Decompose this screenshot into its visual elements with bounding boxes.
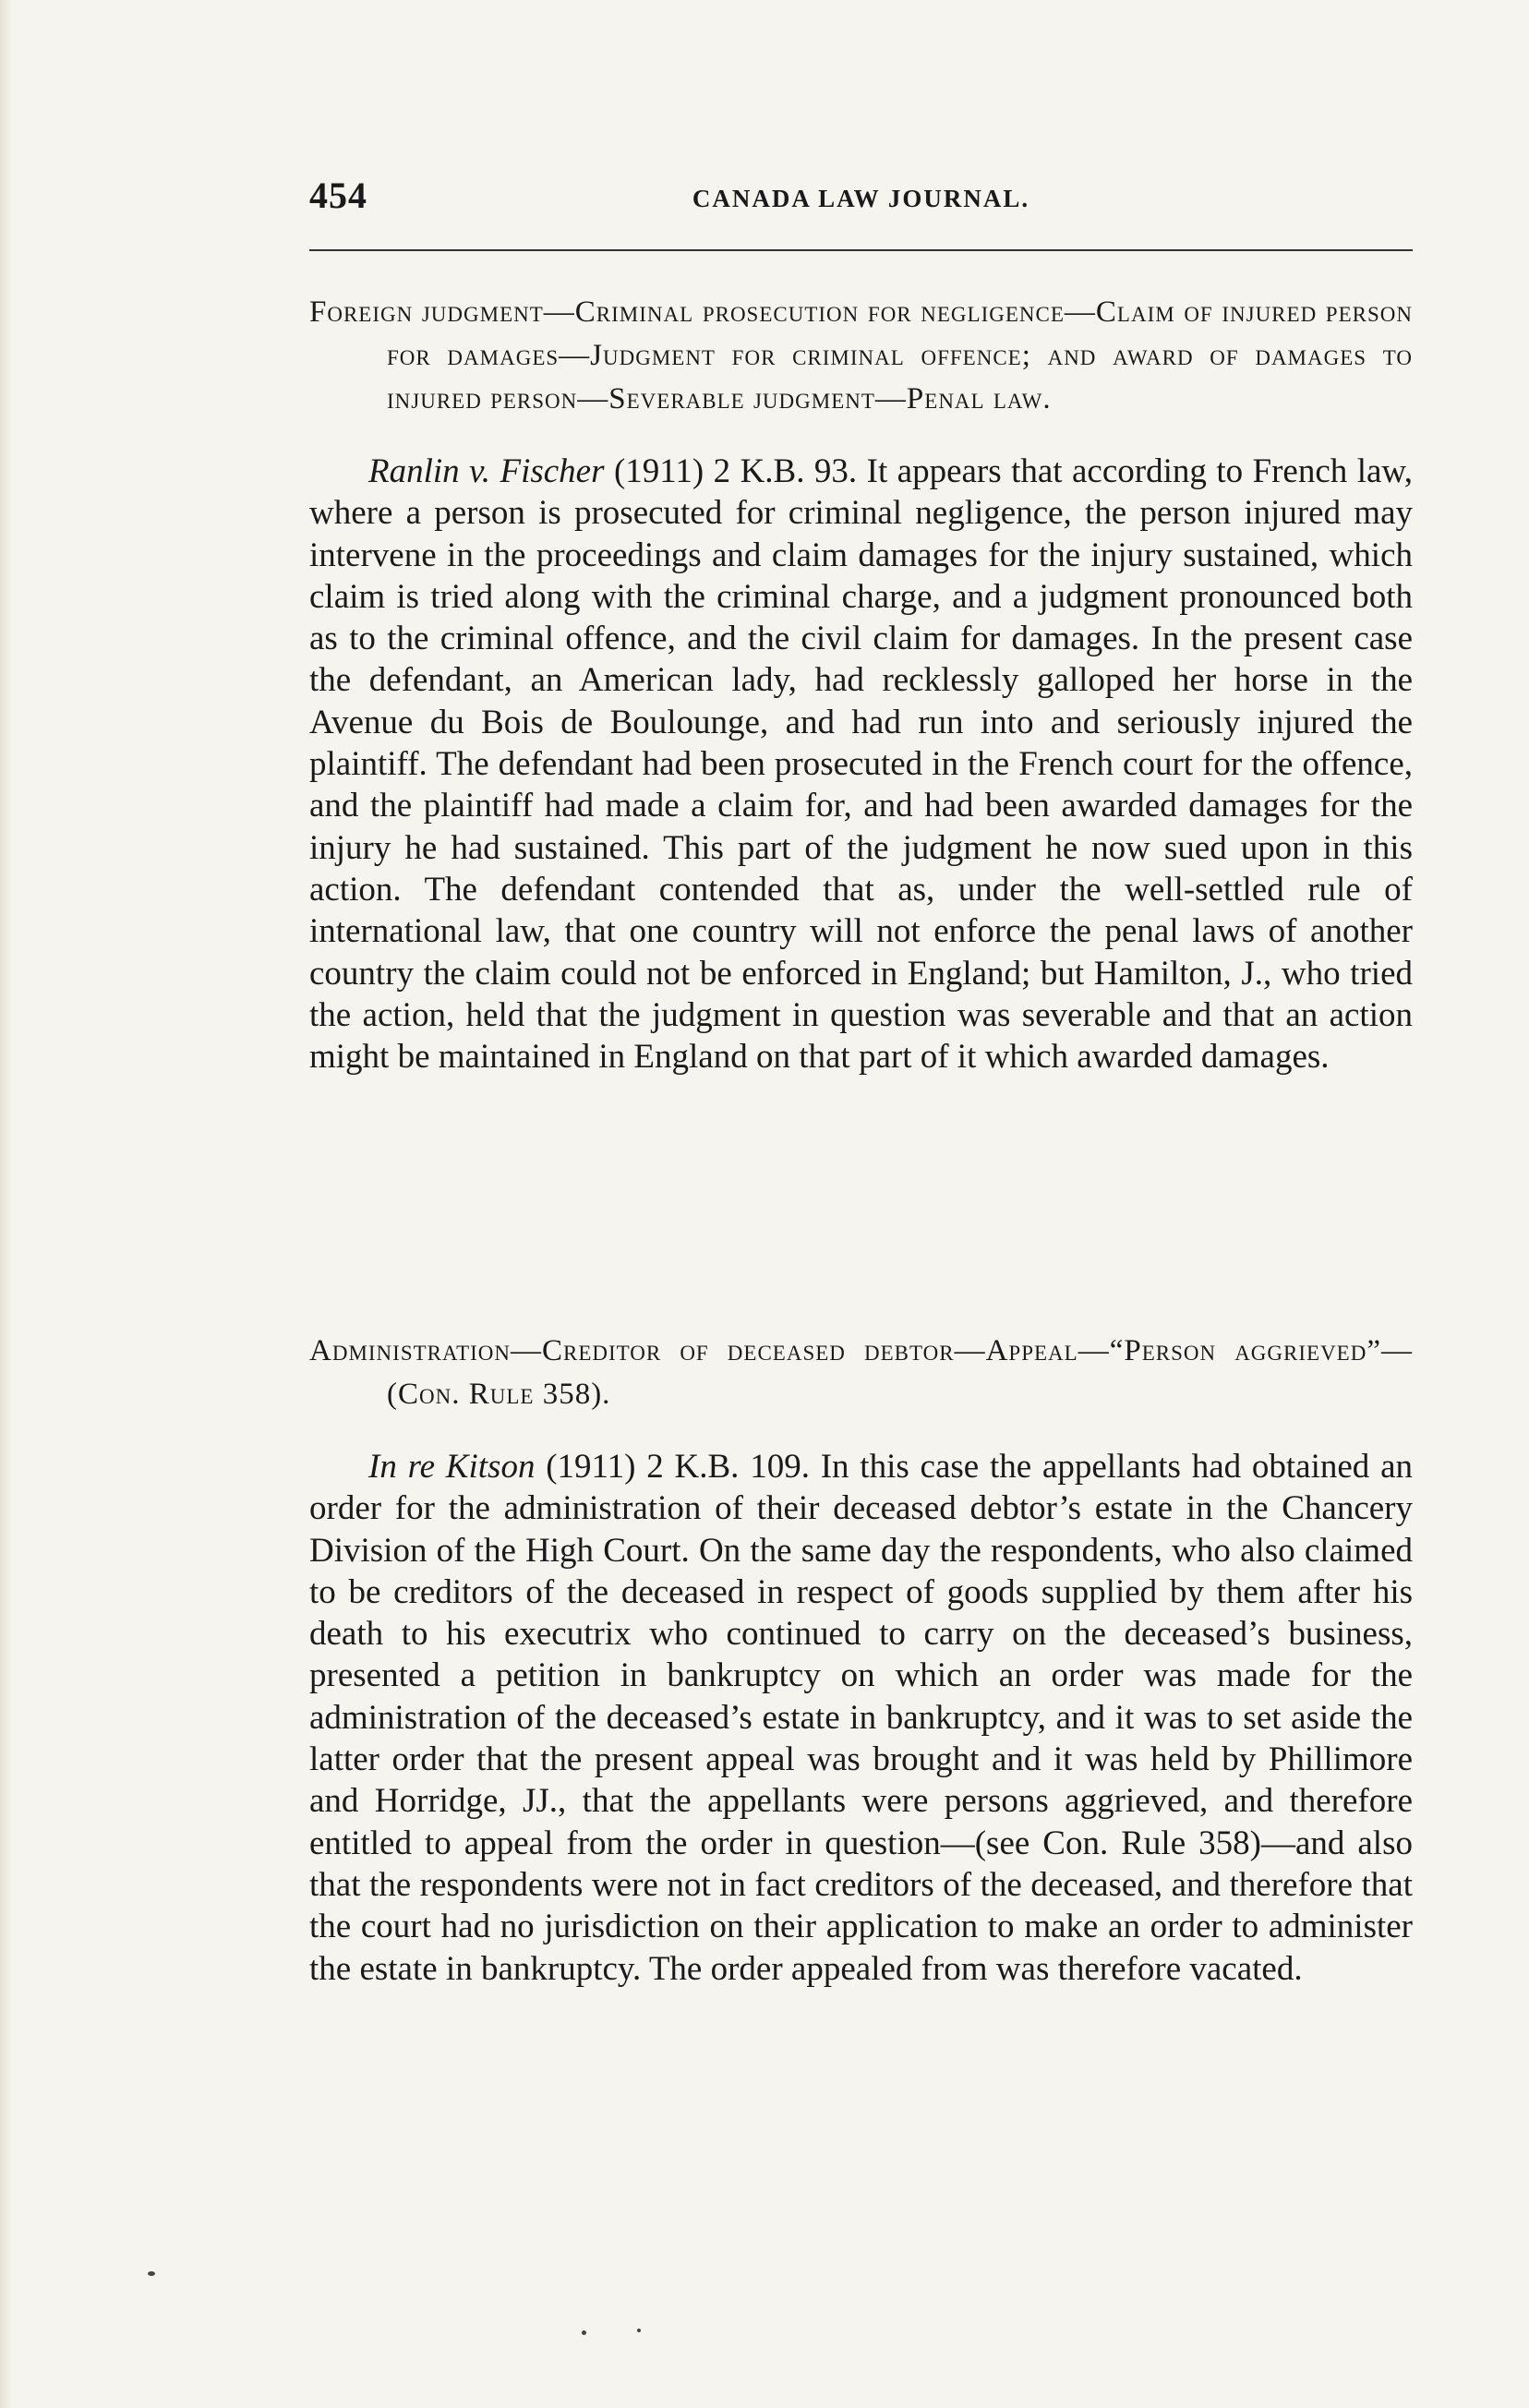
case-note-foreign-judgment [309, 291, 1413, 1078]
page-number: 454 [309, 175, 367, 216]
headnote: Foreign judgment—Criminal prosecution for negligence—Claim of injured person for damages—Judgment for criminal offence; and award of damages to injured person—Severable judgment—Penal law. [309, 295, 1413, 415]
running-title: CANADA LAW JOURNAL. [692, 185, 1030, 212]
header-rule [309, 249, 1413, 251]
case-name: Ranlin v. Fischer [368, 452, 605, 490]
case-body: (1911) 2 K.B. 109. In this case the appellants had obtained an order for the administration of their deceased debtor’s estate in the Chancery Division of the High Court. On the same day the respondents, who also claimed to be creditors of the deceased in respect of goods supplied by them after his death to his executrix who continued to carry on the deceased’s business, presented a petition in bankruptcy on which an order was made for the administration of the deceased’s estate in bankruptcy, and it was to set aside the latter order that the present appeal was brought and it was held by Phillimore and Horridge, JJ., that the appellants were persons aggrieved, and therefore entitled to appeal from the order in question—(see Con. Rule 358)—and also that the respondents were not in fact creditors of the deceased, and therefore that the court had no jurisdiction on their application to make an order to administer the estate in bankruptcy. The order appealed from was therefore vacated. [309, 1448, 1413, 1988]
case-paragraph [309, 451, 1413, 1078]
page-edge-shadow [0, 0, 13, 2408]
headnote: Administration—Creditor of deceased debtor—Appeal—“Person aggrieved”—(Con. Rule 358). [309, 1334, 1413, 1411]
case-body: (1911) 2 K.B. 93. It appears that according to French law, where a person is prosecuted for criminal negligence, the person injured may intervene in the proceedings and claim damages for the injury sustained, which claim is tried along with the criminal charge, and a judgment pronounced both as to the criminal offence, and the civil claim for damages. In the present case the defendant, an American lady, had recklessly galloped her horse in the Avenue du Bois de Boulounge, and had run into and seriously injured the plaintiff. The defendant had been prosecuted in the French court for the offence, and the plaintiff had made a claim for, and had been awarded damages for the injury he had sustained. This part of the judgment he now sued upon in this action. The defendant contended that as, under the well-settled rule of international law, that one country will not enforce the penal laws of another country the claim could not be enforced in England; but Hamilton, J., who tried the action, held that the judgment in question was severable and that an action might be maintained in England on that part of it which awarded damages. [309, 452, 1413, 1077]
ink-speck [148, 2271, 155, 2276]
case-note-administration [309, 1330, 1413, 1990]
case-name: In re Kitson [368, 1448, 536, 1486]
ink-speck [637, 2329, 641, 2332]
case-paragraph [309, 1446, 1413, 1990]
page-header [309, 164, 1413, 220]
ink-speck [582, 2330, 586, 2335]
